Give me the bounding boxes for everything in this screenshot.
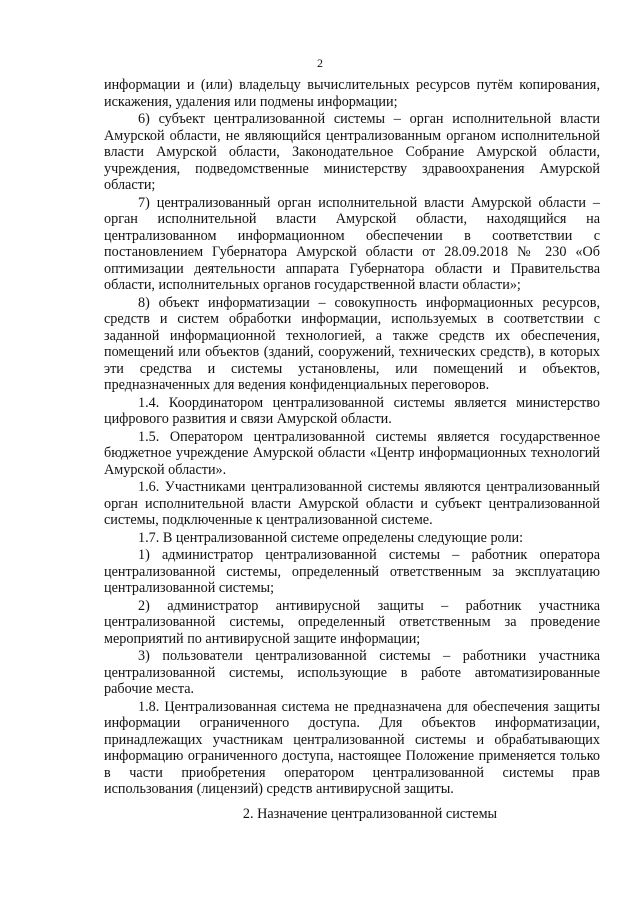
section-heading: 2. Назначение централизованной системы (242, 806, 498, 822)
paragraph-1-4: 1.4. Координатором централизованной системы является министерство цифрового развития и связи Амурской области. (104, 394, 600, 427)
paragraph-role-3: 3) пользователи централизованной системы – работники участника централизованной системы, использующие в работе автоматизированные рабочие места. (104, 648, 600, 697)
document-body (104, 77, 600, 799)
paragraph-1-7: 1.7. В централизованной системе определены следующие роли: (138, 529, 524, 546)
paragraph-role-2: 2) администратор антивирусной защиты – работник участника централизованной системы, определенный ответственным за проведение мероприятий по антивирусной защите информации; (104, 597, 600, 647)
paragraph-continuation: информации и (или) владельцу вычислительных ресурсов путём копирования, искажения, удаления или подмены информации; (104, 77, 600, 110)
paragraph-item-8: 8) объект информатизации – совокупность информационных ресурсов, средств и систем обработки информации, используемых в соответствии с заданной информационной технологией, а также средств их обеспечения, помещений или объектов (зданий, сооружений, технических средств), в которых эти средства и системы установлены, или помещений и объектов, предназначенных для ведения конфиденциальных переговоров. (104, 294, 600, 393)
page-number: 2 (317, 56, 323, 70)
paragraph-1-8: 1.8. Централизованная система не предназначена для обеспечения защиты информации ограниченного доступа. Для объектов информатизации, принадлежащих участникам централизованной системы и обрабатывающих информацию ограниченного доступа, настоящее Положение применяется только в части приобретения оператором централизованной системы прав использования (лицензий) средств антивирусной защиты. (104, 698, 600, 797)
paragraph-item-6: 6) субъект централизованной системы – орган исполнительной власти Амурской области, не являющийся централизованным органом исполнительной власти Амурской области, Законодательное Собрание Амурской области, учреждения, подведомственные министерству здравоохранения Амурской области; (104, 111, 600, 193)
paragraph-1-6: 1.6. Участниками централизованной системы являются централизованный орган исполнительной власти Амурской области и субъект централизованной системы, подключенные к централизованной системе. (104, 479, 600, 528)
paragraph-role-1: 1) администратор централизованной системы – работник оператора централизованной системы, определенный ответственным за эксплуатацию централизованной системы; (104, 547, 600, 596)
paragraph-item-7: 7) централизованный орган исполнительной власти Амурской области – орган исполнительной власти Амурской области, находящийся на централизованном информационном обеспечении в соответствии с постановлением Губернатора Амурской области от 28.09.2018 № 230 «Об оптимизации деятельности аппарата Губернатора области и Правительства области, исполнительных органов государственной власти области»; (104, 194, 600, 293)
paragraph-1-5: 1.5. Оператором централизованной системы является государственное бюджетное учреждение Амурской области «Центр информационных технологий Амурской области». (104, 428, 600, 478)
